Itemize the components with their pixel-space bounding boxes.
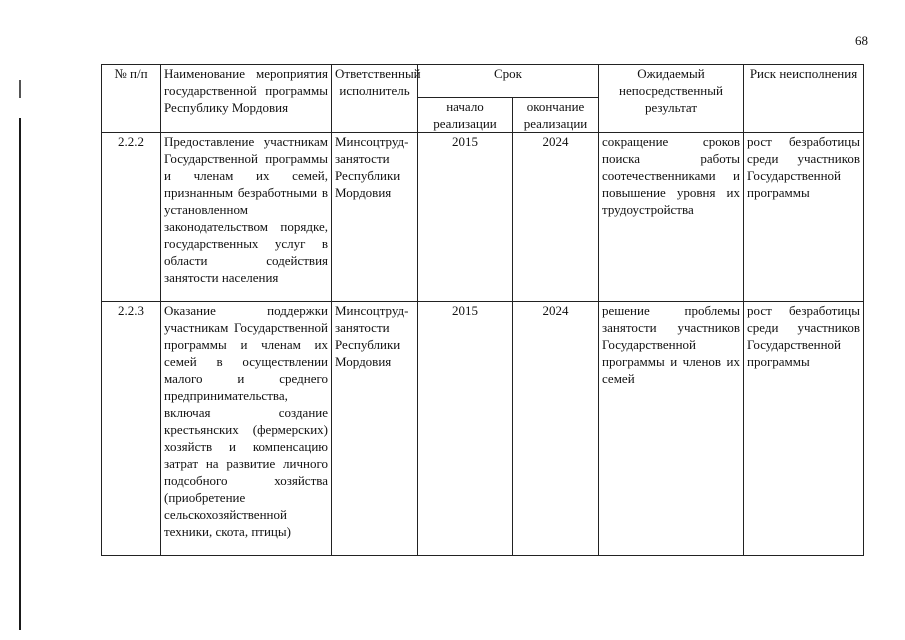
binding-line: [19, 118, 21, 630]
term-end: 2024: [513, 133, 599, 302]
row-number: 2.2.2: [102, 133, 161, 302]
expected-result: сокращение сроков поиска работы соотечественниками и повышение уровня их трудоустройства: [599, 133, 744, 302]
responsible-executor: Минсоцтруд-занятости Республики Мордовия: [332, 133, 418, 302]
table-row: [102, 302, 864, 556]
term-end: 2024: [513, 302, 599, 556]
term-start: 2015: [418, 133, 513, 302]
header-num: № п/п: [102, 65, 161, 133]
header-term-start: начало реализации: [418, 98, 513, 133]
header-row: [102, 65, 864, 98]
header-responsible: Ответственный исполнитель: [332, 65, 418, 133]
page-number: 68: [855, 33, 868, 48]
header-expected-result: Ожидаемый непосредственный результат: [599, 65, 744, 133]
header-term-end: окончание реализации: [513, 98, 599, 133]
program-measures-table: [101, 64, 864, 556]
header-risk: Риск неисполнения: [744, 65, 864, 133]
responsible-executor: Минсоцтруд-занятости Республики Мордовия: [332, 302, 418, 556]
risk: рост безработицы среди участников Государственной программы: [744, 302, 864, 556]
row-number: 2.2.3: [102, 302, 161, 556]
measure-name: Оказание поддержки участникам Государственной программы и членам их семей в осуществлении малого и среднего предпринимательства, включая создание крестьянских (фермерских) хозяйств и компенсацию затрат на развитие личного подсобного хозяйства (приобретение сельскохозяйственной техники, скота, птицы): [161, 302, 332, 556]
term-start: 2015: [418, 302, 513, 556]
measure-name: Предоставление участникам Государственной программы и членам их семей, признанным безработными в установленном законодательством порядке, государственных услуг в области содействия занятости населения: [161, 133, 332, 302]
header-measure-name: Наименование мероприятия государственной программы Республику Мордовия: [161, 65, 332, 133]
table-row: [102, 133, 864, 302]
header-term: Срок: [418, 65, 599, 98]
risk: рост безработицы среди участников Государственной программы: [744, 133, 864, 302]
binding-mark: [19, 80, 21, 98]
expected-result: решение проблемы занятости участников Государственной программы и членов их семей: [599, 302, 744, 556]
